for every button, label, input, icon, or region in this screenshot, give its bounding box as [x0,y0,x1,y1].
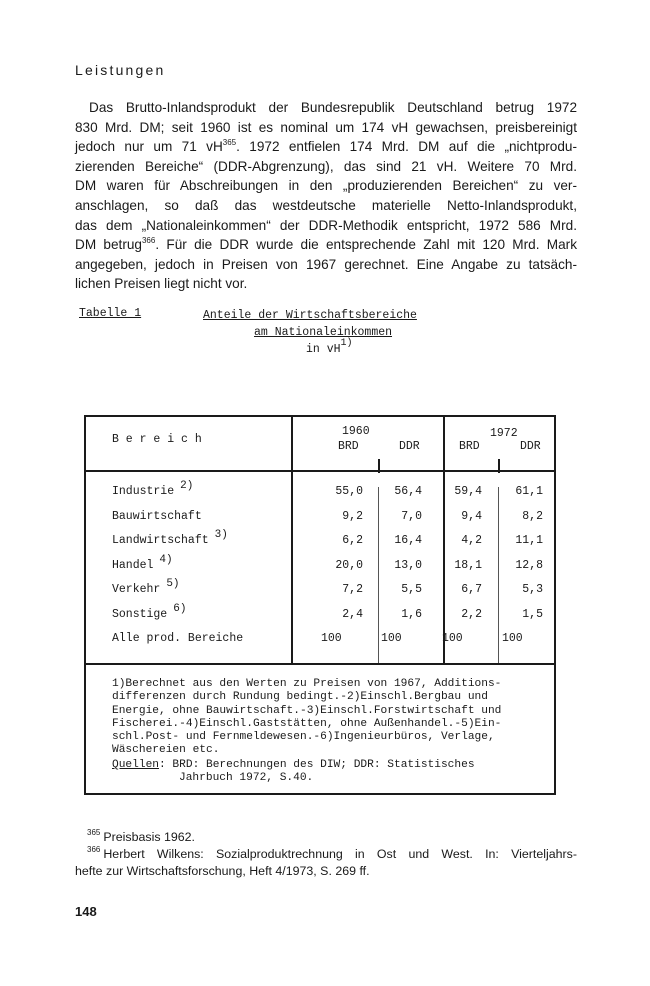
table-cell: 2,2 [461,607,482,621]
table-cell: 100 [381,632,402,645]
table-cell: 2,4 [342,607,363,621]
table-cell: 6,7 [461,583,482,596]
paragraph-line: das dem „Nationaleinkommen“ der DDR-Methodik entspricht, 1972 586 Mrd. [75,217,577,233]
paragraph-line: lichen Preisen liegt nicht vor. [75,276,248,292]
table-row-label: Landwirtschaft $^{3)}$ [112,529,228,547]
table-cell: 5,3 [522,583,543,596]
table-cell: 11,1 [515,534,543,547]
body-paragraph [75,98,577,294]
table-cell: 8,2 [522,509,543,523]
page-number: 148 [75,904,97,919]
paragraph-line: DM waren für Abschreibungen in den „produzierenden Bereichen“ zu ver- [75,178,577,194]
paragraph-line: angegeben, jedoch in Preisen von 1967 gerechnet. Eine Angabe zu tatsäch- [75,256,577,272]
table-cell: 7,0 [401,509,422,523]
table-row-label: Bauwirtschaft [112,509,202,523]
data-table [84,415,556,795]
footnote: $^{366}$ Herbert Wilkens: Sozialproduktrechnung in Ost und West. In: Vierteljahrs- [87,845,577,861]
table-sources: Quellen: BRD: Berechnungen des DIW; DDR: Statistisches Jahrbuch 1972, S.40. [112,759,475,785]
header-year-1972: 1972 [490,427,518,440]
header-ddr-1960: DDR [399,440,420,453]
section-heading: Leistungen [75,62,166,78]
table-cell: 7,2 [342,583,363,596]
table-note-line: schl.Post- und Fernmeldewesen.-6)Ingenieurbüros, Verlage, [112,731,495,744]
table-cell: 20,0 [335,558,363,572]
header-year-1960: 1960 [342,425,370,438]
table-cell: 5,5 [401,583,422,596]
table-cell: 9,2 [342,509,363,523]
table-title-line3: in $vH^{1)}$ [306,338,353,356]
header-brd-1972: BRD [459,440,480,453]
table-cell: 100 [321,632,342,645]
table-note-line: Wäschereien etc. [112,744,220,757]
table-notes [112,678,501,758]
header-ddr-1972: DDR [520,440,541,453]
table-cell: 61,1 [515,485,543,498]
header-brd-1960: BRD [338,440,359,453]
table-cell: 56,4 [394,485,422,498]
table-cell: 1,6 [401,607,422,621]
table-cell: 100 [442,632,463,645]
paragraph-line: DM betrug$^{366}$. Für die DDR wurde die entsprechende Zahl mit 120 Mrd. Mark [75,236,577,253]
paragraph-line: anschlagen, so daß das westdeutsche materielle Netto-Inlandsprodukt, [75,197,577,213]
table-cell: 18,1 [454,558,482,572]
table-row-label: Industrie $^{2)}$ [112,480,194,498]
table-cell: 1,5 [522,607,543,621]
table-cell: 6,2 [342,534,363,547]
table-title-line1: Anteile der Wirtschaftsbereiche [203,309,417,322]
table-cell: 59,4 [454,485,482,498]
page-footnotes [75,829,577,880]
table-cell: 13,0 [394,558,422,572]
paragraph-line: jedoch nur um 71 $vH^{365}$. 1972 entfielen 174 Mrd. DM auf die „nichtprodu- [75,138,577,155]
table-cell: 4,2 [461,534,482,547]
table-cell: 16,4 [394,534,422,547]
footnote: $^{365}$ Preisbasis 1962. [87,828,195,844]
table-row-label: Handel $^{4)}$ [112,553,173,572]
paragraph-line: zierenden Bereiche“ (DDR-Abgrenzung), das sind 21 vH. Weitere 70 Mrd. [75,158,577,174]
table-cell: 9,4 [461,509,482,523]
table-note-line: differenzen durch Rundung bedingt.-2)Einschl.Bergbau und [112,691,488,704]
table-row-label: Sonstige $^{6)}$ [112,602,187,621]
paragraph-line: 830 Mrd. DM; seit 1960 ist es nominal um 174 vH gewachsen, preisbereinigt [75,119,577,135]
table-row-label: Alle prod. Bereiche [112,632,244,645]
table-title-line2: am Nationaleinkommen [254,326,393,339]
table-cell: 12,8 [515,558,543,572]
table-note-line: Energie, ohne Bauwirtschaft.-3)Einschl.Forstwirtschaft und [112,704,502,717]
table-note-line: 1)Berechnet aus den Werten zu Preisen von 1967, Additions- [112,678,502,690]
footnote-continuation: hefte zur Wirtschaftsforschung, Heft 4/1973, S. 269 ff. [75,864,370,878]
table-row-label: Verkehr $^{5)}$ [112,578,180,596]
table-cell: 55,0 [335,485,363,498]
table-cell: 100 [502,632,523,645]
header-bereich: B e r e i c h [112,433,202,446]
table-label: Tabelle 1 [79,307,142,320]
paragraph-line: Das Brutto-Inlandsprodukt der Bundesrepublik Deutschland betrug 1972 [89,100,577,115]
table-note-line: Fischerei.-4)Einschl.Gaststätten, ohne Außenhandel.-5)Ein- [112,717,502,730]
